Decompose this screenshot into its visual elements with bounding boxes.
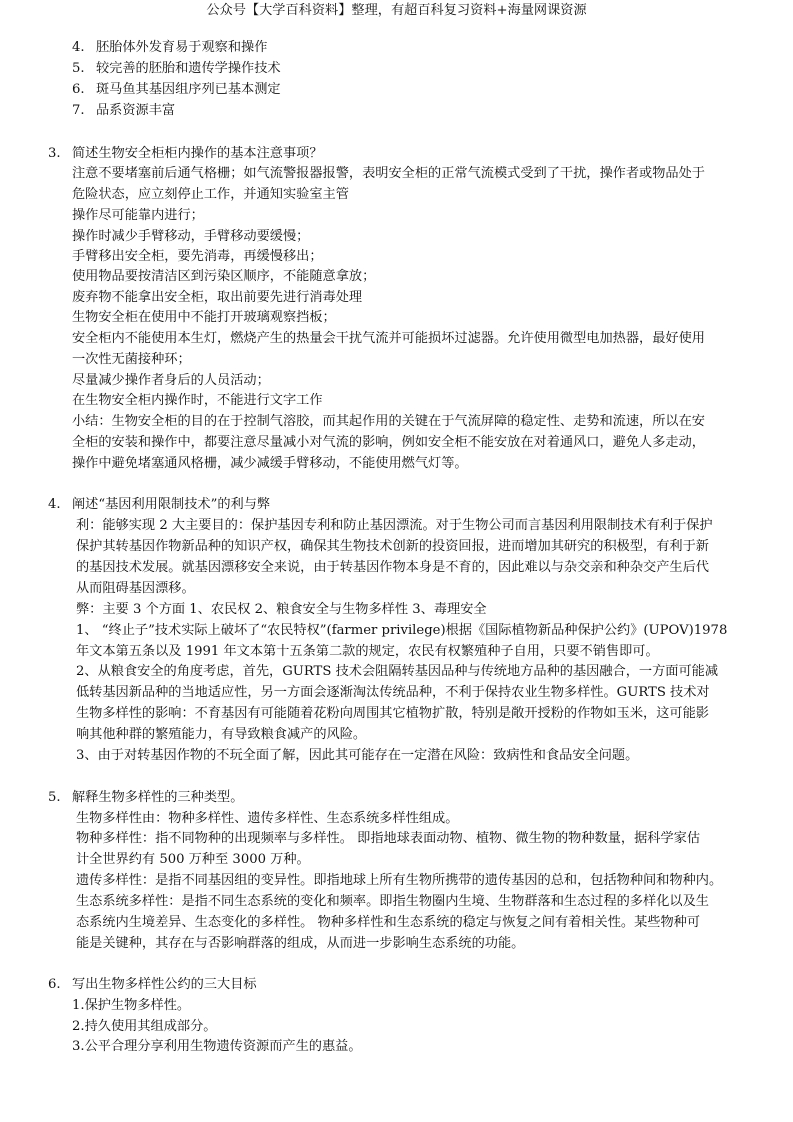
list-number: 5. [72,61,85,76]
answer-line: 响其他种群的繁殖能力，有导致粮食减产的风险。 [76,727,367,742]
answer-line: 3、由于对转基因作物的不玩全面了解，因此其可能存在一定潜在风险：致病性和食品安全问题。 [76,748,639,763]
answer-line: 遗传多样性：是指不同基因组的变异性。即指地球上所有生物所携带的遗传基因的总和，包括物种间和物种内。 [76,873,723,888]
answer-line: 废弃物不能拿出安全柜，取出前要先进行消毒处理 [72,290,363,305]
answer-line: 生态系统多样性：是指不同生态系统的变化和频率。即指生物圈内生境、生物群落和生态过程的多样化以及生 [76,894,709,909]
summary-line: 操作中避免堵塞通风格栅，减少减缓手臂移动，不能使用燃气灯等。 [72,456,468,471]
list-text: 品系资源丰富 [96,103,176,118]
list-number: 4. [72,40,85,55]
answer-line: 一次性无菌接种环； [72,352,191,367]
answer-line: 操作尽可能靠内进行； [72,208,204,223]
list-item [72,100,175,122]
answer-line: 能是关键种，其存在与否影响群落的组成，从而进一步影响生态系统的功能。 [76,936,525,951]
question-number: 4. [48,497,61,512]
answer-line: 生物多样性由：物种多样性、遗传多样性、生态系统多样性组成。 [76,811,459,826]
list-text: 斑马鱼其基因组序列已基本测定 [96,82,281,97]
answer-line: 尽量减少操作者身后的人员活动； [72,373,270,388]
page-header: 公众号【大学百科资料】整理，有超百科复习资料+海量网课资源 [206,3,587,18]
answer-line: 使用物品要按清洁区到污染区顺序，不能随意拿放； [72,269,376,284]
answer-line: 手臂移出安全柜，要先消毒，再缓慢移出； [72,249,323,264]
question-title: 写出生物多样性公约的三大目标 [72,977,257,992]
answer-line: 安全柜内不能使用本生灯，燃烧产生的热量会干扰气流并可能损坏过滤器。允许使用微型电加热器，最好使用 [72,331,705,346]
question-title: 解释生物多样性的三种类型。 [72,790,244,805]
goal-item: 1.保护生物多样性。 [72,998,191,1013]
question-title: 阐述“基因利用限制技术”的利与弊 [72,497,271,512]
answer-line: 生物安全柜在使用中不能打开玻璃观察挡板； [72,310,336,325]
answer-line: 物种多样性：指不同物种的出现频率与多样性。 即指地球表面动物、植物、微生物的物种数量，据科学家估 [76,831,701,846]
answer-line: 态系统内生境差异、生态变化的多样性。 物种多样性和生态系统的稳定与恢复之间有着相关性。某些物种可 [76,915,701,930]
goal-item: 3.公平合理分享利用生物遗传资源而产生的惠益。 [72,1039,362,1054]
answer-line: 的基因技术发展。就基因漂移安全来说，由于转基因作物本身是不育的，因此难以与杂交亲和种杂交产生后代 [76,560,709,575]
answer-line: 危险状态，应立刻停止工作，并通知实验室主管 [72,187,349,202]
list-item [72,58,281,80]
answer-line: 在生物安全柜内操作时，不能进行文字工作 [72,393,323,408]
question-heading [48,974,257,996]
summary-line: 全柜的安装和操作中，都要注意尽量减小对气流的影响，例如安全柜不能安放在对着通风口，避免人多走动， [72,435,705,450]
list-item [72,79,281,101]
question-title: 简述生物安全柜柜内操作的基本注意事项？ [72,146,323,161]
answer-line: 从而阻碍基因漂移。 [76,581,195,596]
question-number: 6. [48,977,61,992]
list-item [72,37,267,59]
question-number: 3. [48,146,61,161]
list-text: 胚胎体外发育易于观察和操作 [96,40,268,55]
answer-line: 低转基因新品种的当地适应性，另一方面会逐渐淘汰传统品种，不利于保持农业生物多样性。GURTS 技术对 [76,685,710,700]
answer-line: 利：能够实现 2 大主要目的：保护基因专利和防止基因漂流。对于生物公司而言基因利用限制技术有利于保护 [76,518,713,533]
list-number: 7. [72,103,85,118]
answer-line: 操作时减少手臂移动，手臂移动要缓慢； [72,229,310,244]
question-heading [48,787,243,809]
question-heading [48,143,323,165]
answer-line: 保护其转基因作物新品种的知识产权，确保其生物技术创新的投资回报，进而增加其研究的积极型，有利于新 [76,539,709,554]
question-number: 5. [48,790,61,805]
answer-line: 生物多样性的影响：不育基因有可能随着花粉向周围其它植物扩散，特别是敞开授粉的作物如玉米，这可能影 [76,706,709,721]
list-number: 6. [72,82,85,97]
list-text: 较完善的胚胎和遗传学操作技术 [96,61,281,76]
answer-line: 年文本第五条以及 1991 年文本第十五条第二款的规定，农民有权繁殖种子自用，只要不销售即可。 [76,644,659,659]
answer-line: 注意不要堵塞前后通气格栅；如气流警报器报警，表明安全柜的正常气流模式受到了干扰，操作者或物品处于 [72,166,705,181]
answer-line: 1、 “终止子”技术实际上破坏了“农民特权”(farmer privilege)根据《国际植物新品种保护公约》(UPOV)1978 [76,623,728,638]
answer-line: 计全世界约有 500 万种至 3000 万种。 [76,852,310,867]
answer-line: 2、从粮食安全的角度考虑，首先，GURTS 技术会阻隔转基因品种与传统地方品种的基因融合，一方面可能减 [76,664,719,679]
question-heading [48,494,270,516]
answer-line: 弊：主要 3 个方面 1、农民权 2、粮食安全与生物多样性 3、毒理安全 [76,602,487,617]
summary-line: 小结：生物安全柜的目的在于控制气溶胶，而其起作用的关键在于气流屏障的稳定性、走势和流速，所以在安 [72,414,705,429]
goal-item: 2.持久使用其组成部分。 [72,1019,217,1034]
